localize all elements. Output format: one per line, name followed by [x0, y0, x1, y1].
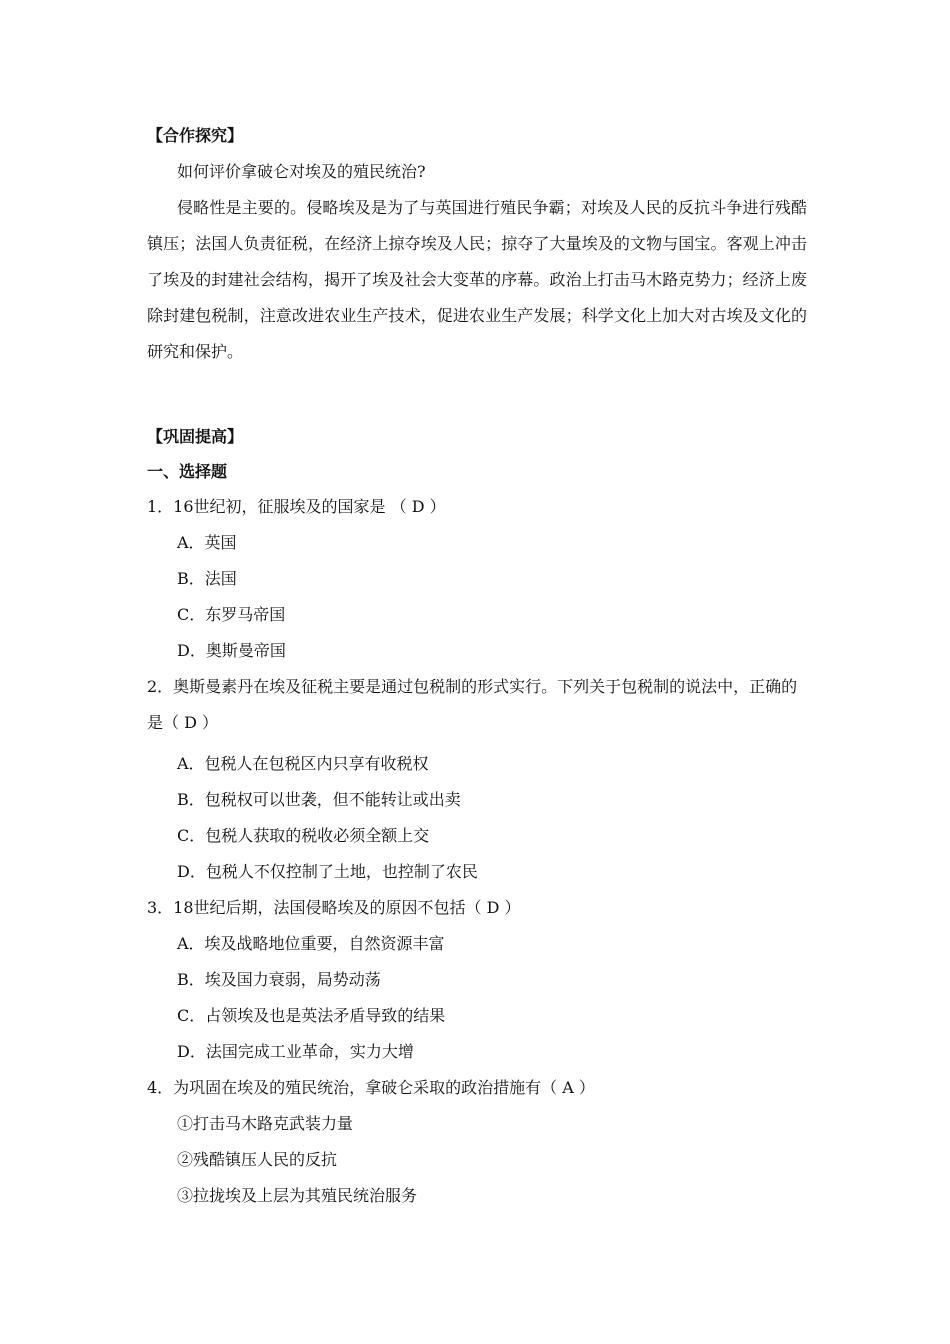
question-3-option-c: C．占领埃及也是英法矛盾导致的结果: [177, 1006, 446, 1025]
question-4-option-2: ②残酷镇压人民的反抗: [177, 1150, 338, 1169]
question-3-option-b: B．埃及国力衰弱，局势动荡: [177, 970, 381, 989]
question-2-option-b: B．包税权可以世袭，但不能转让或出卖: [177, 790, 461, 809]
question-3-option-a: A．埃及战略地位重要，自然资源丰富: [177, 934, 445, 953]
consolidate-heading: 【巩固提高】: [147, 427, 244, 446]
question-4-option-3: ③拉拢埃及上层为其殖民统治服务: [177, 1186, 418, 1205]
question-2-option-d: D．包税人不仅控制了土地，也控制了农民: [177, 862, 478, 881]
question-3-stem: 3．18世纪后期，法国侵略埃及的原因不包括（ D ）: [147, 898, 521, 917]
question-1-option-a: A．英国: [177, 533, 237, 552]
cooperation-heading: 【合作探究】: [147, 126, 244, 145]
question-2-stem: 2．奥斯曼素丹在埃及征税主要是通过包税制的形式实行。下列关于包税制的说法中，正确的是（ D ）: [147, 677, 798, 732]
section-title: 一、选择题: [147, 462, 228, 481]
question-1-option-c: C．东罗马帝国: [177, 605, 286, 624]
question-2-option-c: C．包税人获取的税收必须全额上交: [177, 826, 430, 845]
question-1-stem: 1．16世纪初，征服埃及的国家是 （ D ）: [147, 497, 446, 516]
cooperation-question: 如何评价拿破仑对埃及的殖民统治?: [177, 162, 426, 181]
question-4-option-1: ①打击马木路克武装力量: [177, 1114, 354, 1133]
question-3-option-d: D．法国完成工业革命，实力大增: [177, 1042, 414, 1061]
question-4-stem: 4．为巩固在埃及的殖民统治，拿破仑采取的政治措施有（ A ）: [147, 1078, 595, 1097]
cooperation-answer: 侵略性是主要的。侵略埃及是为了与英国进行殖民争霸；对埃及人民的反抗斗争进行残酷镇压；法国人负责征税，在经济上掠夺埃及人民；掠夺了大量埃及的文物与国宝。客观上冲击了埃及的封建社会结构，揭开了埃及社会大变革的序幕。政治上打击马木路克势力；经济上废除封建包税制，注意改进农业生产技术，促进农业生产发展；科学文化上加大对古埃及文化的研究和保护。: [147, 198, 807, 361]
question-2-option-a: A．包税人在包税区内只享有收税权: [177, 754, 429, 773]
question-1-option-b: B．法国: [177, 569, 237, 588]
question-1-option-d: D．奥斯曼帝国: [177, 641, 286, 660]
